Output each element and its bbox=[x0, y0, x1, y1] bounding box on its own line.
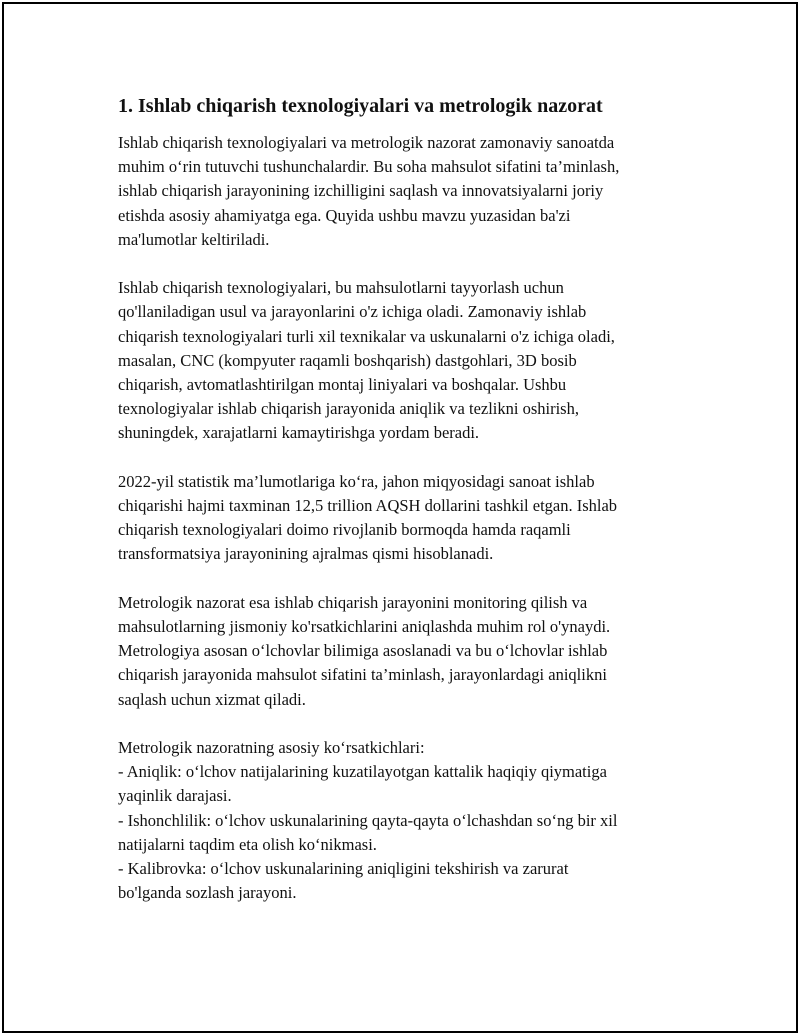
paragraph-technologies: Ishlab chiqarish texnologiyalari, bu mahsulotlarni tayyorlash uchun qo'llaniladigan usul va jarayonlarini o'z ichiga oladi. Zamonaviy ishlab chiqarish texnologiyalari turli xil texnikalar va uskunalarni o'z ichiga oladi, masalan, CNC (kompyuter raqamli boshqarish) dastgohlari, 3D bosib chiqarish, avtomatlashtirilgan montaj liniyalari va boshqalar. Ushbu texnologiyalar ishlab chiqarish jarayonida aniqlik va tezlikni oshirish, shuningdek, xarajatlarni kamaytirishga yordam beradi. bbox=[118, 278, 615, 443]
paragraph-metrology: Metrologik nazorat esa ishlab chiqarish jarayonini monitoring qilish va mahsulotlarning jismoniy ko'rsatkichlarini aniqlashda muhim rol o'ynaydi. Metrologiya asosan o‘lchovlar bilimiga asoslanadi va bu o‘lchovlar ishlab chiqarish jarayonida mahsulot sifatini ta’minlash, jarayonlardagi aniqlikni saqlash uchun xizmat qiladi. bbox=[118, 592, 611, 709]
document-title: 1. Ishlab chiqarish texnologiyalari va metrologik nazorat bbox=[118, 95, 603, 117]
document-body bbox=[118, 92, 698, 905]
list-item: - Aniqlik: o‘lchov natijalarining kuzatilayotgan kattalik haqiqiy qiymatiga yaqinlik darajasi. bbox=[118, 762, 607, 806]
paragraph-intro: Ishlab chiqarish texnologiyalari va metrologik nazorat zamonaviy sanoatda muhim o‘rin tutuvchi tushunchalardir. Bu soha mahsulot sifatini ta’minlash, ishlab chiqarish jarayonining izchilligini saqlash va innovatsiyalarni joriy etishda asosiy ahamiyatga ega. Quyida ushbu mavzu yuzasidan ba'zi ma'lumotlar keltiriladi. bbox=[118, 133, 620, 249]
list-items bbox=[118, 760, 698, 905]
indicator-list bbox=[118, 736, 698, 905]
list-heading: Metrologik nazoratning asosiy ko‘rsatkichlari: bbox=[118, 738, 425, 758]
list-item: - Kalibrovka: o‘lchov uskunalarining aniqligini tekshirish va zarurat bo'lganda sozlash jarayoni. bbox=[118, 859, 569, 903]
paragraph-statistics: 2022-yil statistik ma’lumotlariga ko‘ra, jahon miqyosidagi sanoat ishlab chiqarishi hajmi taxminan 12,5 trillion AQSH dollarini tashkil etgan. Ishlab chiqarish texnologiyalari doimo rivojlanib bormoqda hamda raqamli transformatsiya jarayonining ajralmas qismi hisoblanadi. bbox=[118, 471, 618, 564]
list-item: - Ishonchlilik: o‘lchov uskunalarining qayta-qayta o‘lchashdan so‘ng bir xil natijalarni taqdim eta olish ko‘nikmasi. bbox=[118, 810, 618, 854]
